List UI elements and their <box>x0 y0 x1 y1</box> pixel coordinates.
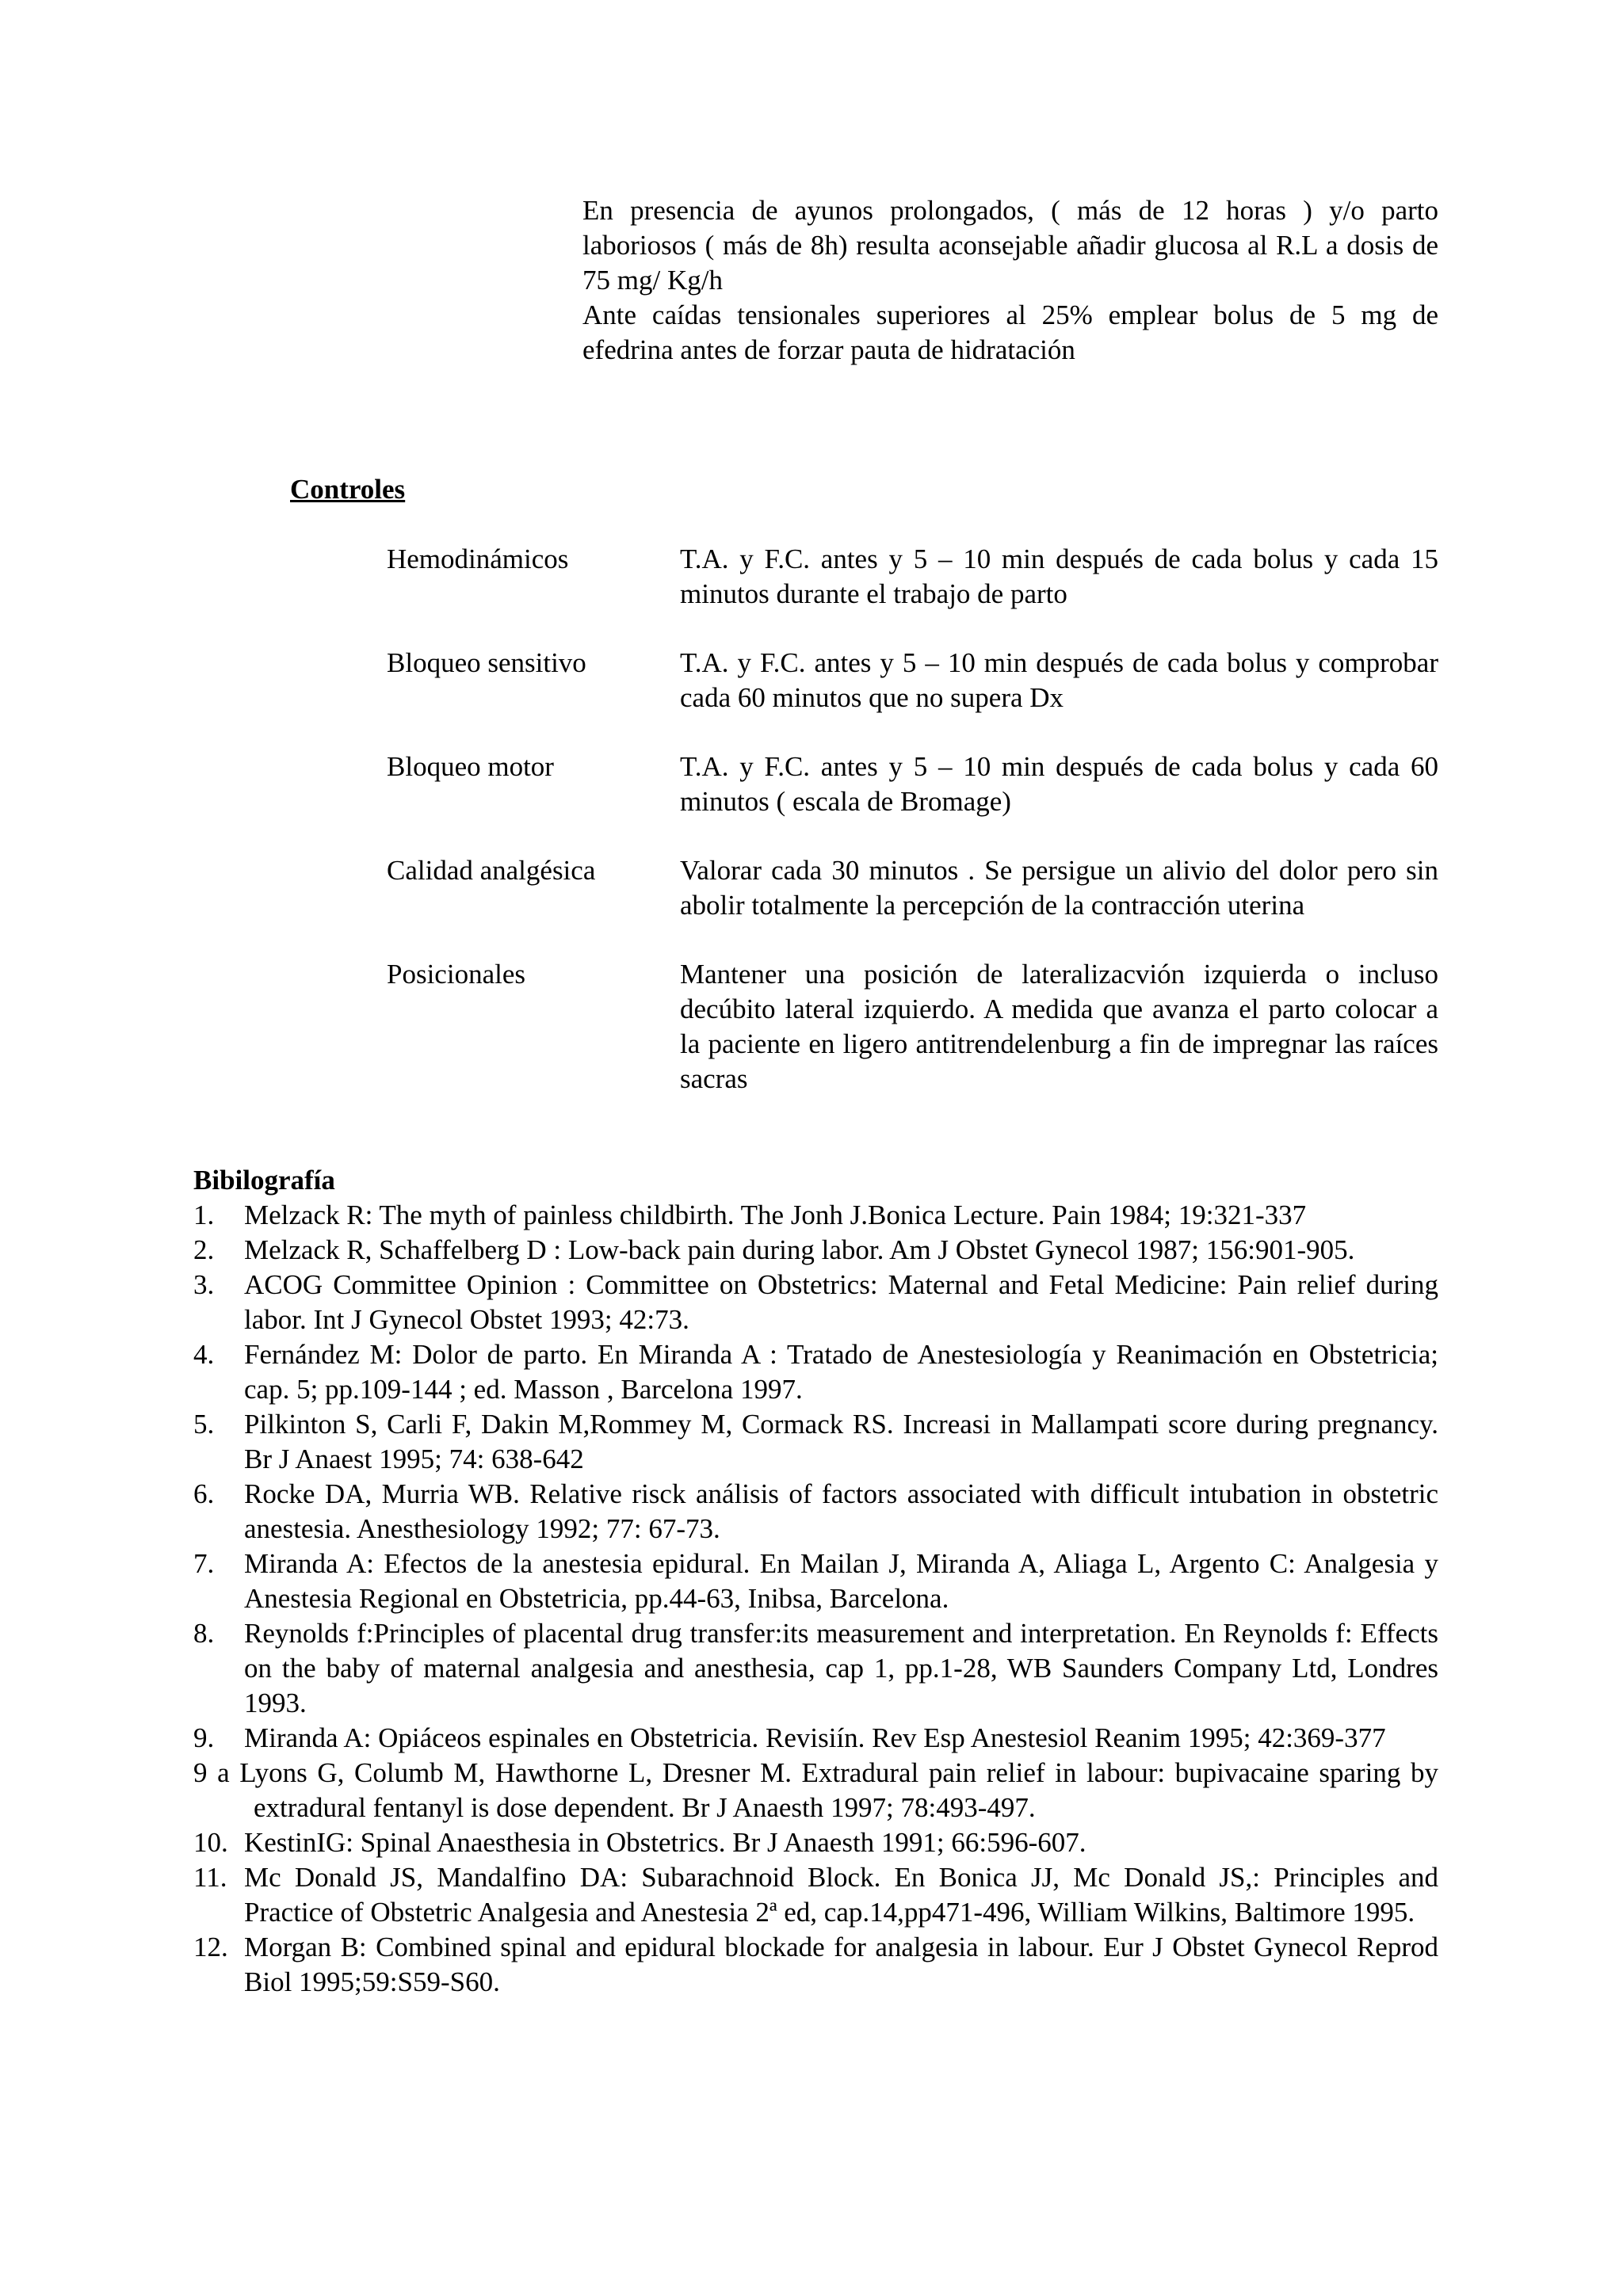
controles-label: Bloqueo motor <box>387 751 554 782</box>
reference-number: 10. <box>193 1827 228 1858</box>
reference-number: 8. <box>193 1618 215 1649</box>
reference-item <box>193 1547 1438 1616</box>
reference-number: 9. <box>193 1722 215 1753</box>
controles-heading: Controles <box>290 474 406 505</box>
reference-item <box>193 1233 1438 1268</box>
reference-item <box>193 1930 1438 2000</box>
controles-label: Hemodinámicos <box>387 543 569 574</box>
intro-paragraph: Ante caídas tensionales superiores al 25% emplear bolus de 5 mg de efedrina antes de forzar pauta de hidratación <box>582 299 1438 365</box>
intro-section <box>582 193 1438 368</box>
controles-label: Posicionales <box>387 959 525 990</box>
reference-text: Fernández M: Dolor de parto. En Miranda A : Tratado de Anestesiología y Reanimación en Obstetricia; cap. 5; pp.109-144 ; ed. Masson , Barcelona 1997. <box>244 1339 1438 1405</box>
intro-paragraph: En presencia de ayunos prolongados, ( más de 12 horas ) y/o parto laboriosos ( más de 8h) resulta aconsejable añadir glucosa al R.L a dosis de 75 mg/ Kg/h <box>582 195 1438 296</box>
reference-text: KestinIG: Spinal Anaesthesia in Obstetrics. Br J Anaesth 1991; 66:596-607. <box>244 1827 1086 1858</box>
reference-number: 12. <box>193 1932 228 1962</box>
reference-item <box>193 1477 1438 1547</box>
reference-text: Reynolds f:Principles of placental drug transfer:its measurement and interpretation. En Reynolds f: Effects on the baby of maternal analgesia and anesthesia, cap 1, pp.1-28, WB Saunders Company Ltd, Londres 1993. <box>244 1618 1438 1718</box>
reference-text: Pilkinton S, Carli F, Dakin M,Rommey M, Cormack RS. Increasi in Mallampati score during pregnancy. Br J Anaest 1995; 74: 638-642 <box>244 1409 1438 1474</box>
reference-text: Morgan B: Combined spinal and epidural blockade for analgesia in labour. Eur J Obstet Gynecol Reprod Biol 1995;59:S59-S60. <box>244 1932 1438 1997</box>
reference-number: 7. <box>193 1548 215 1579</box>
reference-text: Melzack R, Schaffelberg D : Low-back pain during labor. Am J Obstet Gynecol 1987; 156:901-905. <box>244 1234 1355 1265</box>
reference-item <box>193 1721 1438 1756</box>
reference-item <box>193 1407 1438 1477</box>
controles-description: T.A. y F.C. antes y 5 – 10 min después de cada bolus y cada 60 minutos ( escala de Bromage) <box>680 751 1438 817</box>
reference-item <box>193 1337 1438 1407</box>
reference-item <box>193 1860 1438 1930</box>
reference-item <box>193 1268 1438 1337</box>
reference-number: 2. <box>193 1234 215 1265</box>
reference-number: 3. <box>193 1269 215 1300</box>
controles-label: Calidad analgésica <box>387 855 596 886</box>
reference-text: 9 a Lyons G, Columb M, Hawthorne L, Dresner M. Extradural pain relief in labour: bupivacaine sparing by extradural fentanyl is dose dependent. Br J Anaesth 1997; 78:493-497. <box>193 1757 1438 1823</box>
controles-description: T.A. y F.C. antes y 5 – 10 min después de cada bolus y comprobar cada 60 minutos que no supera Dx <box>680 647 1438 713</box>
reference-text: Rocke DA, Murria WB. Relative risck análisis of factors associated with difficult intubation in obstetric anestesia. Anesthesiology 1992; 77: 67-73. <box>244 1478 1438 1544</box>
bibliography-section <box>193 1163 1438 2000</box>
reference-item <box>193 1756 1438 1825</box>
reference-text: ACOG Committee Opinion : Committee on Obstetrics: Maternal and Fetal Medicine: Pain relief during labor. Int J Gynecol Obstet 1993; 42:73. <box>244 1269 1438 1335</box>
controles-description: Valorar cada 30 minutos . Se persigue un alivio del dolor pero sin abolir totalmente la percepción de la contracción uterina <box>680 855 1438 921</box>
reference-item <box>193 1825 1438 1860</box>
reference-text: Mc Donald JS, Mandalfino DA: Subarachnoid Block. En Bonica JJ, Mc Donald JS,: Principles and Practice of Obstetric Analgesia and Anestesia 2ª ed, cap.14,pp471-496, William Wilkins, Baltimore 1995. <box>244 1862 1438 1928</box>
reference-number: 1. <box>193 1199 215 1230</box>
reference-item <box>193 1616 1438 1721</box>
bibliography-heading: Bibilografía <box>193 1165 335 1196</box>
reference-text: Miranda A: Opiáceos espinales en Obstetricia. Revisiín. Rev Esp Anestesiol Reanim 1995; 42:369-377 <box>244 1722 1386 1753</box>
reference-text: Miranda A: Efectos de la anestesia epidural. En Mailan J, Miranda A, Aliaga L, Argento C: Analgesia y Anestesia Regional en Obstetricia, pp.44-63, Inibsa, Barcelona. <box>244 1548 1438 1614</box>
reference-number: 5. <box>193 1409 215 1440</box>
reference-list <box>193 1198 1438 2000</box>
controles-description: T.A. y F.C. antes y 5 – 10 min después de cada bolus y cada 15 minutos durante el trabajo de parto <box>680 543 1438 609</box>
reference-number: 6. <box>193 1478 215 1509</box>
controles-label: Bloqueo sensitivo <box>387 647 586 678</box>
reference-number: 11. <box>193 1862 227 1893</box>
controles-description: Mantener una posición de lateralizacvión izquierda o incluso decúbito lateral izquierdo. A medida que avanza el parto colocar a la paciente en ligero antitrendelenburg a fin de impregnar las raíces sacras <box>680 959 1438 1094</box>
reference-text: Melzack R: The myth of painless childbirth. The Jonh J.Bonica Lecture. Pain 1984; 19:321-337 <box>244 1199 1307 1230</box>
reference-item <box>193 1198 1438 1233</box>
reference-number: 4. <box>193 1339 215 1370</box>
